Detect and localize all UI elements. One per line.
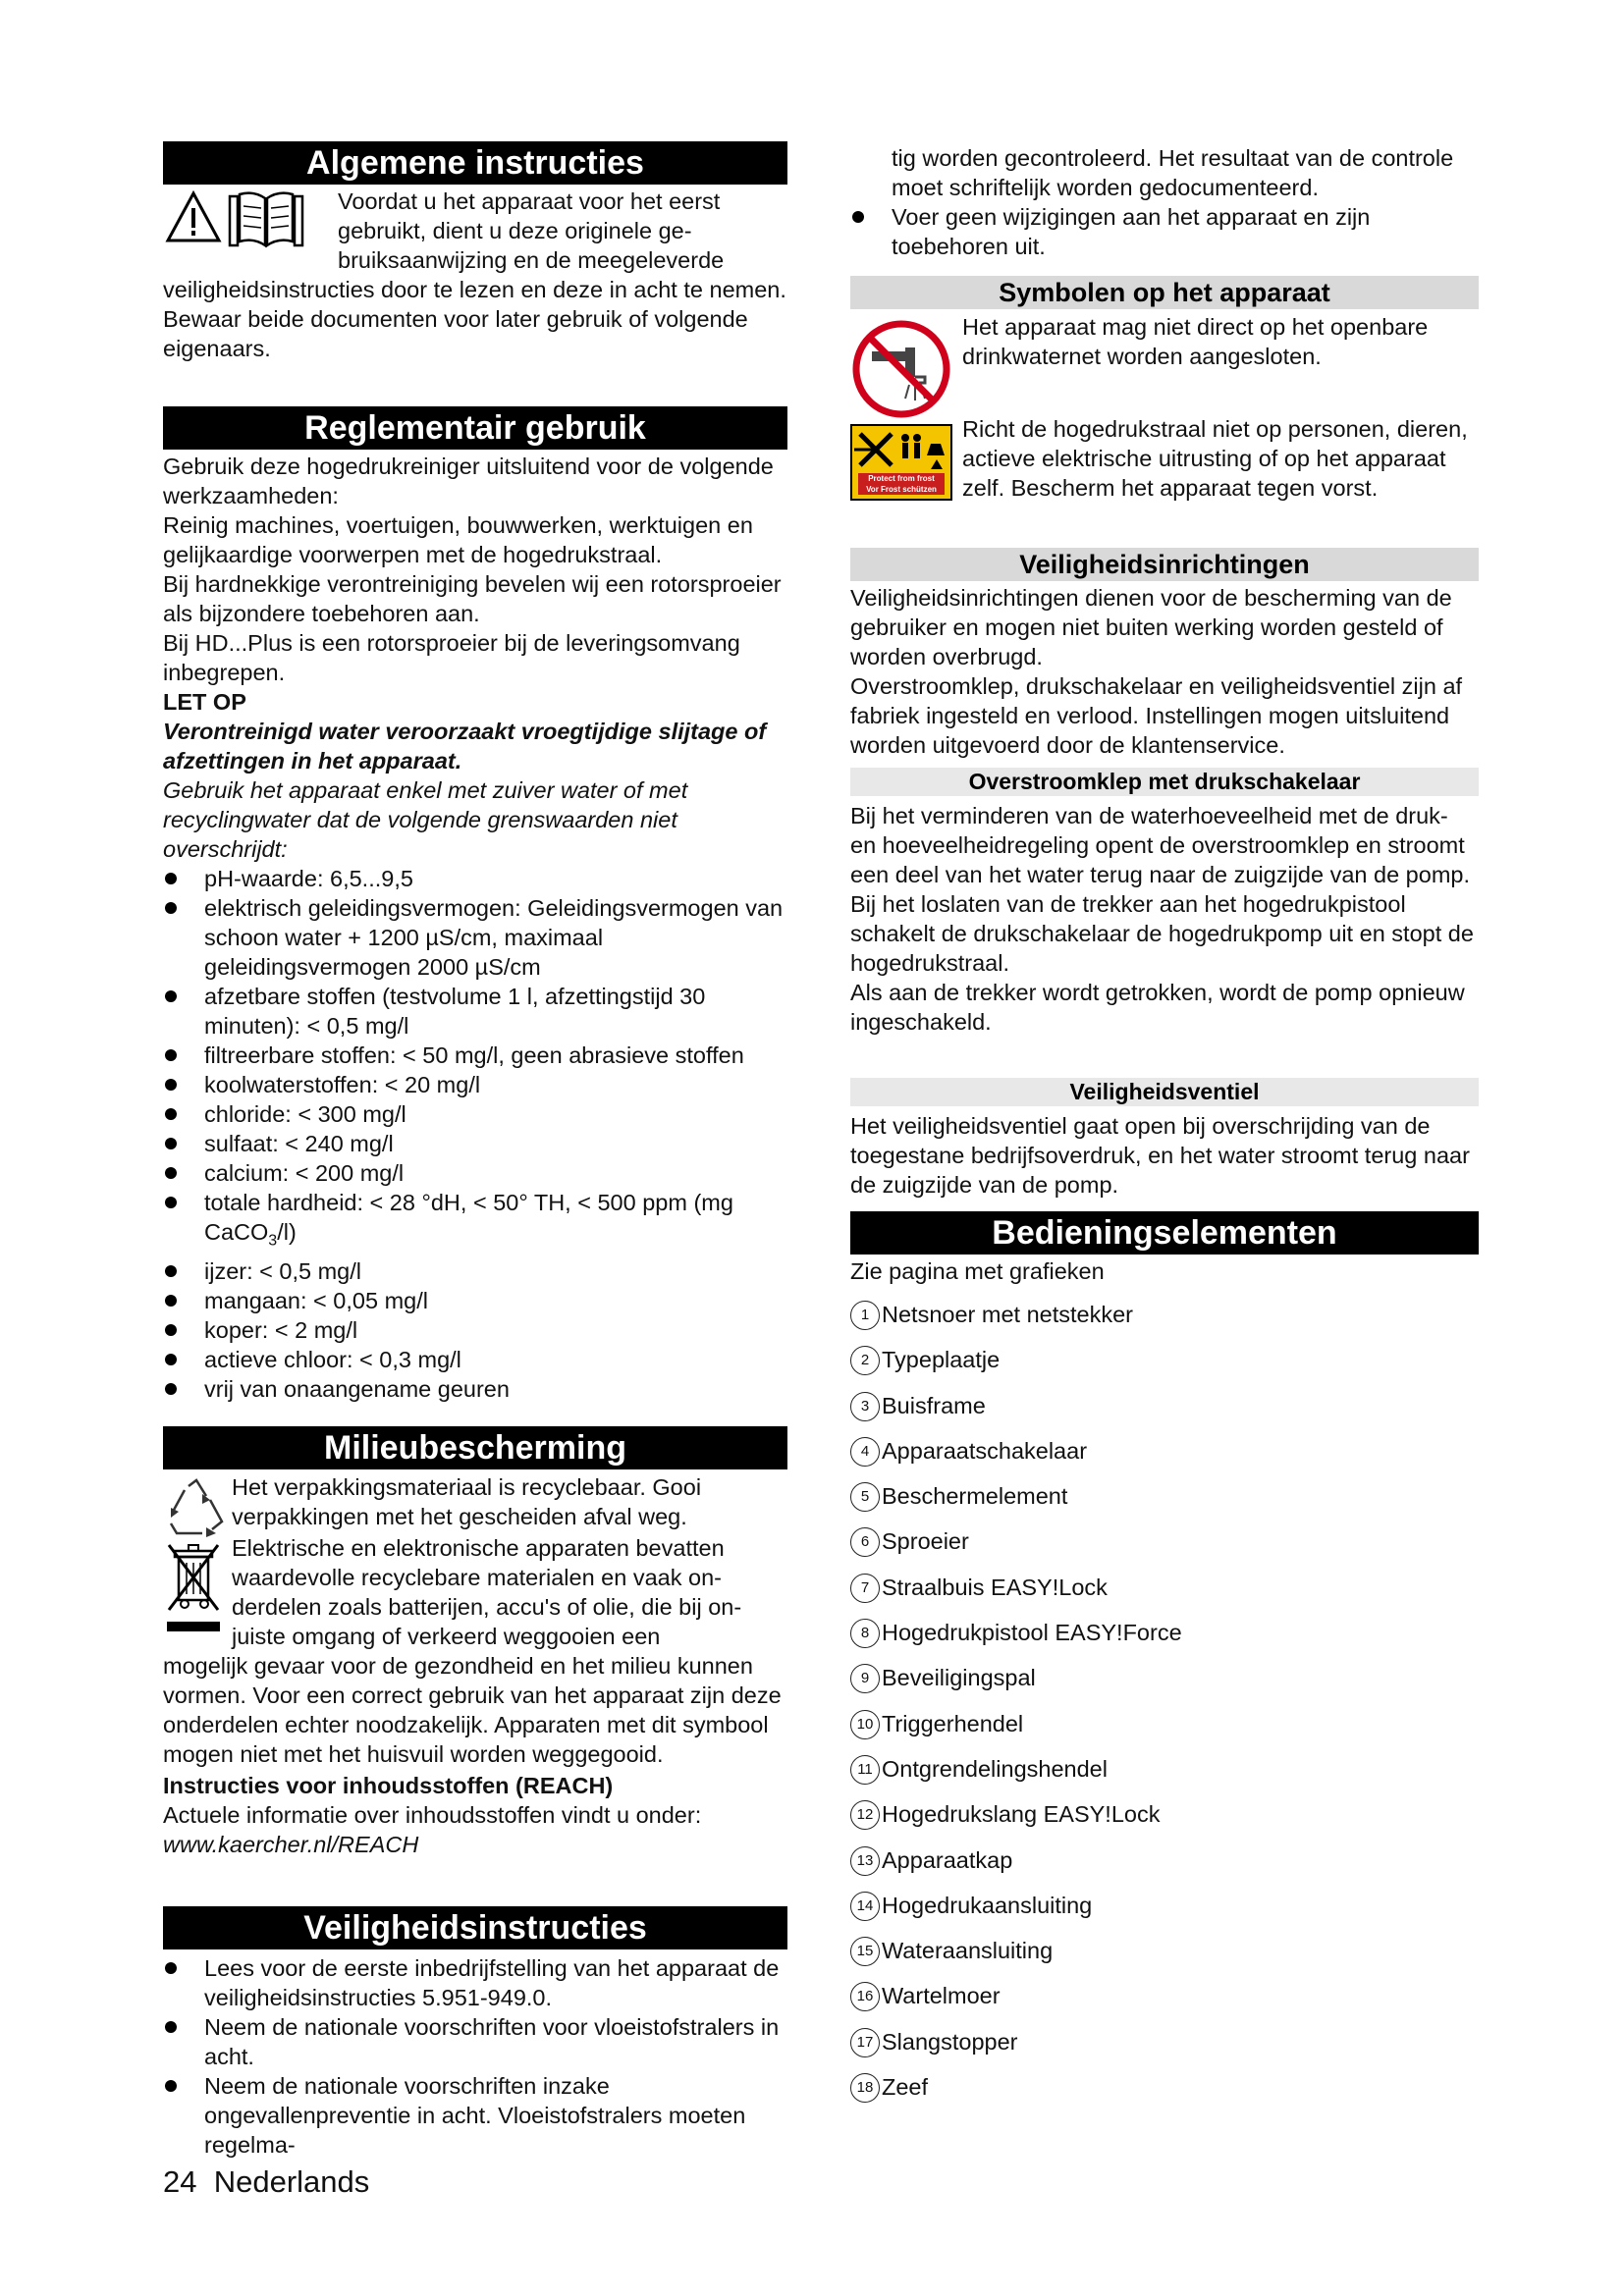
item-number: 1 (850, 1301, 880, 1330)
controls-subtitle: Zie pagina met grafieken (850, 1258, 1105, 1284)
section-title-valve: Veiligheidsventiel (850, 1078, 1479, 1106)
list-item (850, 1663, 1479, 1708)
item-number: 11 (850, 1755, 880, 1785)
water-instruction: Gebruik het apparaat enkel met zuiver water of met recyclingwater dat de volgende grenswaarden niet overschrijdt: (163, 777, 688, 862)
item-label: Apparaatkap (882, 1846, 1013, 1873)
note-label: LET OP (163, 689, 246, 715)
list-item (850, 1345, 1479, 1390)
item-number: 13 (850, 1846, 880, 1876)
item-number: 3 (850, 1392, 880, 1421)
list-item (850, 1300, 1479, 1345)
footer-language: Nederlands (213, 2164, 370, 2199)
overflow-p3: Als aan de trekker wordt getrokken, wordt de pomp opnieuw ingeschakeld. (850, 980, 1465, 1035)
list-item (850, 1618, 1479, 1663)
list-item: Voer geen wijzigingen aan het apparaat en zijn toebehoren uit. (850, 202, 1479, 261)
list-item (850, 2027, 1479, 2072)
water-warning: Verontreinigd water veroorzaakt vroegtijdige slijtage of afzettingen in het apparaat. (163, 719, 767, 774)
page-number: 24 (163, 2164, 197, 2199)
water-symbol-text: Het apparaat mag niet direct op het openbare drinkwaternet worden aangesloten. (962, 314, 1429, 369)
list-item (850, 1391, 1479, 1436)
item-label: Buisframe (882, 1392, 986, 1418)
recycle-icon (163, 1478, 232, 1541)
section-title-safety-devices: Veiligheidsinrichtingen (850, 548, 1479, 581)
proper-use-p3: Bij hardnekkige verontreiniging bevelen wij een rotorsproeier als bijzondere toebehoren aan. (163, 571, 782, 626)
intro-line-2: gebruikt, dient u deze originele ge- (338, 218, 692, 243)
jet-symbol-text: Richt de hogedrukstraal niet op personen, dieren, actieve elektrische uitrusting of op het apparaat zelf. Bescherm het apparaat tegen vorst. (962, 416, 1468, 501)
weee-line-3: derdelen zoals batterijen, accu's of olie, die bij on- (232, 1594, 742, 1620)
item-label: Straalbuis EASY!Lock (882, 1574, 1108, 1600)
safety-list (163, 1953, 787, 2160)
item-label: Wateraansluiting (882, 1938, 1054, 1964)
item-number: 17 (850, 2028, 880, 2057)
hardness-sub: 3 (268, 1232, 278, 1250)
jet-warning-pictogram-icon (852, 426, 950, 473)
overflow-p1: Bij het verminderen van de waterhoeveelheid met de druk- en hoeveelheidregeling opent de overstroomklep en stroomt een deel van het water terug naar de zuigzijde van de pomp. (850, 803, 1471, 887)
reach-text: Actuele informatie over inhoudsstoffen vindt u onder: (163, 1802, 702, 1828)
list-item (850, 1799, 1479, 1844)
page-footer (163, 2164, 369, 2200)
item-label: Apparaatschakelaar (882, 1437, 1088, 1464)
crossed-bin-icon (165, 1539, 222, 1637)
list-item: ijzer: < 0,5 mg/l (163, 1256, 787, 1286)
warning-triangle-icon (165, 190, 222, 243)
item-number: 16 (850, 1982, 880, 2011)
safety-continued: tig worden gecontroleerd. Het resultaat van de controle moet schriftelijk worden gedocumenteerd. (892, 145, 1454, 200)
list-item: filtreerbare stoffen: < 50 mg/l, geen abrasieve stoffen (163, 1041, 787, 1070)
section-title-symbols: Symbolen op het apparaat (850, 276, 1479, 309)
reach-title: Instructies voor inhoudsstoffen (REACH) (163, 1773, 614, 1798)
section-title-overflow: Overstroomklep met drukschakelaar (850, 768, 1479, 796)
controls-list (850, 1300, 1479, 2117)
valve-p1: Het veiligheidsventiel gaat open bij overschrijding van de toegestane bedrijfsoverdruk, en het water stroomt terug naar de zuigzijde van de pomp. (850, 1113, 1470, 1198)
list-item (850, 1754, 1479, 1799)
list-item (850, 1936, 1479, 1981)
manual-book-icon (228, 190, 304, 249)
list-item: chloride: < 300 mg/l (163, 1099, 787, 1129)
item-label: Beschermelement (882, 1483, 1068, 1510)
item-number: 6 (850, 1527, 880, 1557)
keep-docs-text: Bewaar beide documenten voor later gebruik of volgende eigenaars. (163, 306, 748, 361)
label-line-2: Vor Frost schützen (866, 485, 937, 494)
list-item (850, 1845, 1479, 1891)
weee-line-2: waardevolle recyclebare materialen en vaak on- (232, 1565, 722, 1590)
item-number: 9 (850, 1664, 880, 1693)
safety-devices-p1: Veiligheidsinrichtingen dienen voor de bescherming van de gebruiker en mogen niet buiten werking worden gesteld of worden overbrugd. (850, 585, 1452, 669)
list-item: koper: < 2 mg/l (163, 1315, 787, 1345)
hardness-end: /l) (277, 1219, 297, 1245)
item-label: Ontgrendelingshendel (882, 1755, 1108, 1782)
safety-devices-p2: Overstroomklep, drukschakelaar en veiligheidsventiel zijn af fabriek ingesteld en verlood. Instellingen mogen uitsluitend worden uitgevoerd door de klantenservice. (850, 673, 1463, 758)
no-drinking-water-icon (850, 318, 952, 420)
list-item: koolwaterstoffen: < 20 mg/l (163, 1070, 787, 1099)
item-label: Hogedrukaansluiting (882, 1892, 1093, 1918)
item-number: 18 (850, 2073, 880, 2103)
list-item (850, 1891, 1479, 1936)
intro-line-3: bruiksaanwijzing en de meegeleverde (338, 247, 725, 273)
safety-list-cont (850, 202, 1479, 261)
list-item-hardness (163, 1188, 787, 1256)
list-item: sulfaat: < 240 mg/l (163, 1129, 787, 1158)
list-item: calcium: < 200 mg/l (163, 1158, 787, 1188)
item-label: Netsnoer met netstekker (882, 1302, 1133, 1327)
section-title-general: Algemene instructies (163, 141, 787, 185)
list-item (850, 1481, 1479, 1526)
list-item: actieve chloor: < 0,3 mg/l (163, 1345, 787, 1374)
list-item: afzetbare stoffen (testvolume 1 l, afzettingstijd 30 minuten): < 0,5 mg/l (163, 982, 787, 1041)
item-number: 4 (850, 1437, 880, 1467)
item-number: 12 (850, 1800, 880, 1830)
list-item (850, 1526, 1479, 1572)
section-title-environment: Milieubescherming (163, 1426, 787, 1469)
section-title-safety: Veiligheidsinstructies (163, 1906, 787, 1949)
label-line-1: Protect from frost (868, 474, 935, 483)
list-item (850, 1709, 1479, 1754)
proper-use-p1: Gebruik deze hogedrukreiniger uitsluitend voor de volgende werkzaamheden: (163, 454, 774, 508)
item-number: 8 (850, 1619, 880, 1648)
item-label: Hogedrukslang EASY!Lock (882, 1801, 1161, 1828)
weee-rest: mogelijk gevaar voor de gezondheid en het milieu kunnen vormen. Voor een correct gebruik van het apparaat zijn deze onderdelen echter noodzakelijk. Apparaten met dit symbool mogen niet met het huisvuil worden weggegooid. (163, 1653, 782, 1767)
jet-warning-label-icon (850, 424, 952, 501)
proper-use-p2: Reinig machines, voertuigen, bouwwerken, werktuigen en gelijkaardige voorwerpen met de hogedrukstraal. (163, 512, 753, 567)
weee-line-4: juiste omgang of verkeerd weggooien een (232, 1624, 661, 1649)
list-item: Neem de nationale voorschriften voor vloeistofstralers in acht. (163, 2012, 787, 2071)
intro-rest: veiligheidsinstructies door te lezen en deze in acht te nemen. (163, 277, 786, 302)
reach-url[interactable]: www.kaercher.nl/REACH (163, 1832, 419, 1857)
item-number: 2 (850, 1346, 880, 1375)
item-label: Wartelmoer (882, 1983, 1001, 2009)
item-label: Hogedrukpistool EASY!Force (882, 1620, 1182, 1646)
item-label: Beveiligingspal (882, 1665, 1036, 1691)
item-label: Typeplaatje (882, 1347, 1001, 1373)
overflow-p2: Bij het loslaten van de trekker aan het hogedrukpistool schakelt de drukschakelaar de hogedrukpomp uit en stopt de hogedrukstraal. (850, 891, 1474, 976)
item-number: 10 (850, 1710, 880, 1739)
list-item (850, 2072, 1479, 2117)
recycle-text: Het verpakkingsmateriaal is recyclebaar. Gooi verpakkingen met het gescheiden afval weg. (232, 1474, 702, 1529)
list-item: Neem de nationale voorschriften inzake ongevallenpreventie in acht. Vloeistofstralers moeten regelma- (163, 2071, 787, 2160)
list-item: vrij van onaangename geuren (163, 1374, 787, 1404)
item-label: Zeef (882, 2074, 929, 2101)
weee-line-1: Elektrische en elektronische apparaten bevatten (232, 1535, 725, 1561)
list-item (850, 1981, 1479, 2026)
list-item: Lees voor de eerste inbedrijfstelling van het apparaat de veiligheidsinstructies 5.951-949.0. (163, 1953, 787, 2012)
item-label: Slangstopper (882, 2028, 1018, 2055)
section-title-controls: Bedieningselementen (850, 1211, 1479, 1255)
hardness-text: totale hardheid: < 28 °dH, < 50° TH, < 500 ppm (mg CaCO (204, 1190, 733, 1245)
list-item: pH-waarde: 6,5...9,5 (163, 864, 787, 893)
list-item: elektrisch geleidingsvermogen: Geleidingsvermogen van schoon water + 1200 µS/cm, maximaal geleidingsvermogen 2000 µS/cm (163, 893, 787, 982)
proper-use-p4: Bij HD...Plus is een rotorsproeier bij de leveringsomvang inbegrepen. (163, 630, 740, 685)
item-label: Triggerhendel (882, 1710, 1024, 1736)
item-number: 15 (850, 1937, 880, 1966)
section-title-proper-use: Reglementair gebruik (163, 406, 787, 450)
intro-line-1: Voordat u het apparaat voor het eerst (338, 188, 721, 214)
list-item (850, 1573, 1479, 1618)
item-number: 14 (850, 1892, 880, 1921)
item-number: 7 (850, 1574, 880, 1603)
list-item (850, 1436, 1479, 1481)
water-limits-list (163, 864, 787, 1404)
list-item: mangaan: < 0,05 mg/l (163, 1286, 787, 1315)
item-number: 5 (850, 1482, 880, 1512)
item-label: Sproeier (882, 1528, 969, 1555)
